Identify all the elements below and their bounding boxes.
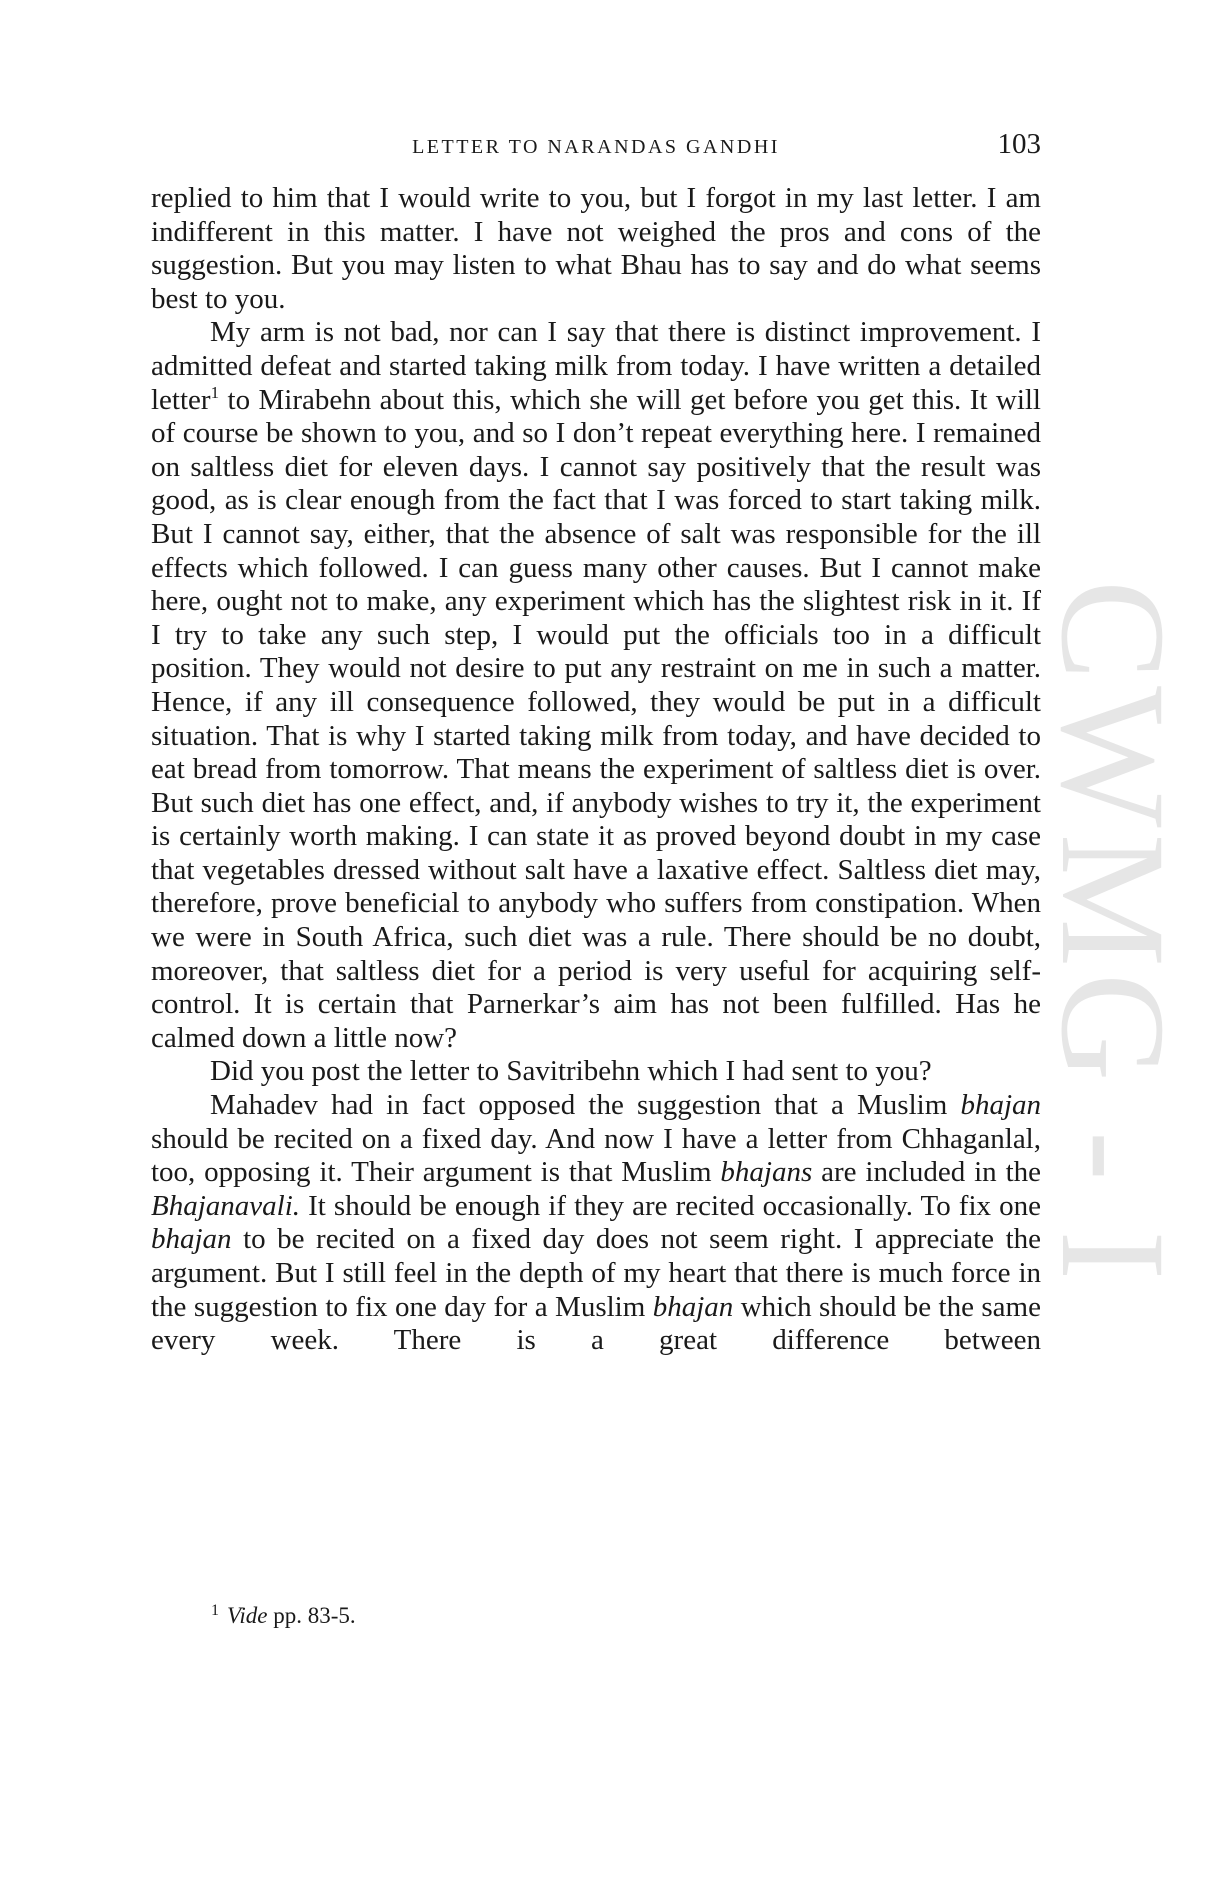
italic-term: bhajan xyxy=(151,1223,232,1256)
italic-term: bhajans xyxy=(720,1156,813,1189)
text-run: are included in the xyxy=(812,1156,1041,1189)
text-run: Mahadev had in fact opposed the suggestion that a Muslim xyxy=(210,1089,961,1122)
text-run: to be recited on a fixed day does not seem right. I appreciate the argument. But I still feel in the depth of my heart that there is much force in the suggestion to fix one day for a Muslim xyxy=(151,1223,1041,1323)
text-run: It should be enough if they are recited occasionally. To fix one xyxy=(300,1189,1041,1222)
text-run: Did you post the letter to Savitribehn which I had sent to you? xyxy=(210,1055,932,1088)
text-run: which should be the same every week. There is a great difference between xyxy=(151,1290,1041,1357)
paragraph xyxy=(151,182,1041,316)
italic-term: bhajan xyxy=(960,1089,1041,1122)
body-text xyxy=(151,182,1041,1358)
footnote-marker: 1 xyxy=(211,1602,219,1619)
footnote-reference: 1 xyxy=(210,382,220,402)
text-run: replied to him that I would write to you, but I forgot in my last letter. I am indifferent in this matter. I have not weighed the pros and cons of the suggestion. But you may listen to what Bhau has to say and do what seems best to you. xyxy=(151,182,1041,315)
watermark: CWMG - I xyxy=(1030,580,1196,1287)
page-number: 103 xyxy=(997,128,1041,160)
text-run: should be recited on a fixed day. And now I have a letter from Chhaganlal, too, opposing it. Their argument is that Muslim xyxy=(151,1122,1041,1189)
paragraph xyxy=(151,1089,1041,1358)
text-run: pp. 83-5. xyxy=(267,1603,356,1628)
italic-term: bhajan xyxy=(652,1290,734,1323)
italic-term: Bhajanavali. xyxy=(151,1189,301,1222)
paragraph xyxy=(151,1055,1041,1089)
page-header xyxy=(151,128,1041,168)
footnote xyxy=(211,1603,356,1629)
italic-term: Vide xyxy=(227,1603,268,1628)
paragraph xyxy=(151,316,1041,1055)
text-run: My arm is not bad, nor can I say that there is distinct improvement. I admitted defeat and started taking milk from today. I have written a detailed letter xyxy=(151,316,1041,416)
running-title: LETTER TO NARANDAS GANDHI xyxy=(412,136,780,158)
text-run: to Mirabehn about this, which she will get before you get this. It will of course be shown to you, and so I don’t repeat everything here. I remained on saltless diet for eleven days. I cannot say positively that the result was good, as is clear enough from the fact that I was forced to start taking milk. But I cannot say, either, that the absence of salt was responsible for the ill effects which followed. I can guess many other causes. But I cannot make here, ought not to make, any experiment which has the slightest risk in it. If I try to take any such step, I would put the officials too in a difficult position. They would not desire to put any restraint on me in such a matter. Hence, if any ill consequence followed, they would be put in a difficult situation. That is why I started taking milk from today, and have decided to eat bread from tomorrow. That means the experiment of saltless diet is over. But such diet has one effect, and, if anybody wishes to try it, the experiment is certainly worth making. I can state it as proved beyond doubt in my case that vegetables dressed without salt have a laxative effect. Saltless diet may, therefore, prove beneficial to anybody who suffers from constipation. When we were in South Africa, such diet was a rule. There should be no doubt, moreover, that saltless diet for a period is very useful for acquiring self-control. It is certain that Parnerkar’s aim has not been fulfilled. Has he calmed down a little now? xyxy=(151,383,1041,1054)
footnote-text xyxy=(227,1603,356,1628)
